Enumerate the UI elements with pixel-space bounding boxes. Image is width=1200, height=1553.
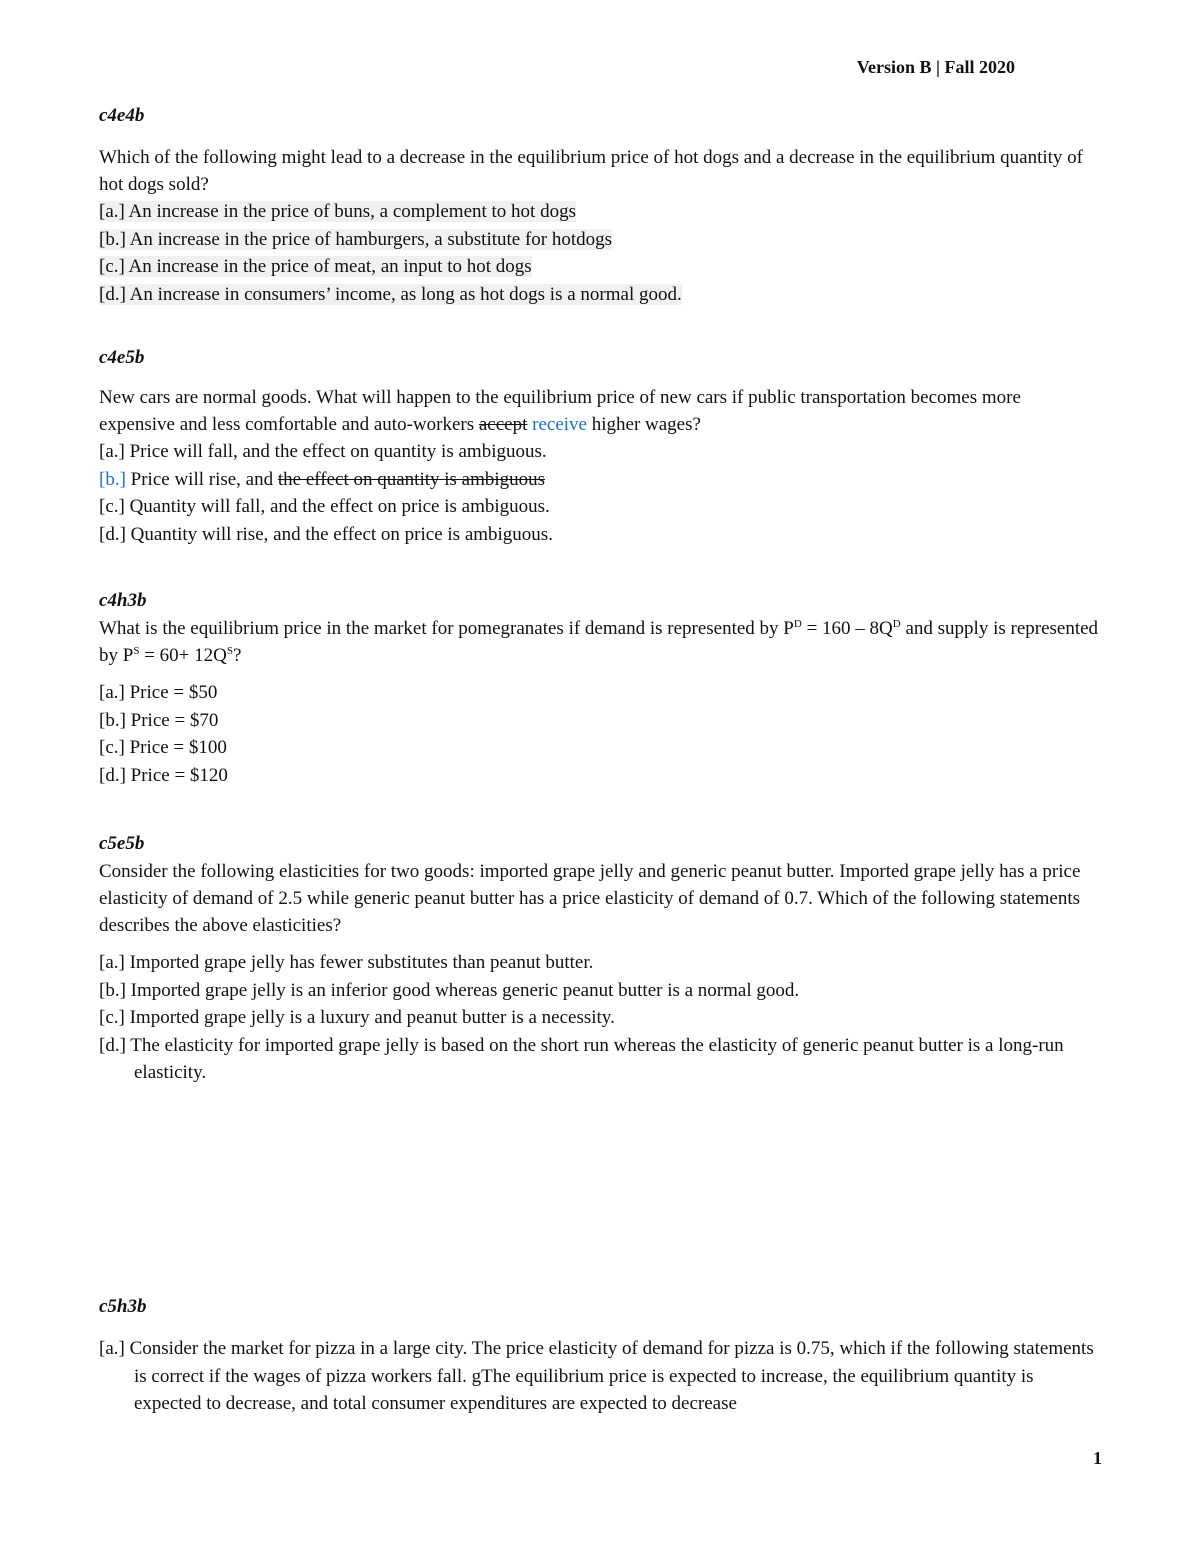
- question-stem: Which of the following might lead to a decrease in the equilibrium price of hot dogs and a decrease in the equilibrium quantity of hot dogs sold?: [99, 147, 1084, 195]
- option-a: [a.] Consider the market for pizza in a large city. The price elasticity of demand for pizza is 0.75, which if the following statements is correct if the wages of pizza workers fall. gThe equilibrium price is expected to increase, the equilibrium quantity is expected to decrease, and total consumer expenditures are expected to decrease: [99, 1338, 1094, 1414]
- deleted-text: the effect on quantity is ambiguous: [277, 468, 546, 490]
- question-c5e5b: [99, 832, 1099, 1087]
- question-code: c4e4b: [99, 105, 145, 126]
- option-d: [d.] An increase in consumers’ income, as long as hot dogs is a normal good.: [99, 283, 682, 305]
- option-d: [d.] Price = $120: [99, 764, 228, 786]
- option-d: [d.] The elasticity for imported grape jelly is based on the short run whereas the elasticity of generic peanut butter is a long-run elasticity.: [99, 1034, 1064, 1083]
- option-a: [a.] Imported grape jelly has fewer substitutes than peanut butter.: [99, 952, 594, 973]
- option-b: [b.] Imported grape jelly is an inferior good whereas generic peanut butter is a normal good.: [99, 979, 800, 1001]
- deleted-text: accept: [478, 414, 528, 435]
- question-stem: What is the equilibrium price in the market for pomegranates if demand is represented by $P^D = 160 - 8Q^D$ and supply is represented by $P^S = 60+ 12Q^S$?: [99, 618, 1099, 666]
- question-stem: New cars are normal goods. What will happen to the equilibrium price of new cars if public transportation becomes more expensive and less comfortable and auto-workers accept receive higher wages?: [99, 387, 1021, 435]
- option-b: [b.] An increase in the price of hamburgers, a substitute for hotdogs: [99, 228, 613, 250]
- option-a: [a.] Price will fall, and the effect on quantity is ambiguous.: [99, 441, 547, 462]
- option-c: [c.] Price = $100: [99, 737, 227, 758]
- page-header: Version B | Fall 2020: [856, 57, 1015, 77]
- question-c4e5b: [99, 346, 1099, 548]
- inserted-text: receive: [532, 414, 587, 435]
- option-a: [a.] Price = $50: [99, 682, 218, 703]
- option-c: [c.] An increase in the price of meat, an input to hot dogs: [99, 256, 532, 277]
- question-c5h3b: [99, 1295, 1099, 1418]
- option-c: [c.] Quantity will fall, and the effect on price is ambiguous.: [99, 496, 550, 517]
- question-code: c4h3b: [99, 590, 147, 611]
- option-d: [d.] Quantity will rise, and the effect on price is ambiguous.: [99, 523, 553, 545]
- question-stem: Consider the following elasticities for two goods: imported grape jelly and generic peanut butter. Imported grape jelly has a price elasticity of demand of 2.5 while generic peanut butter has a price elasticity of demand of 0.7. Which of the following statements describes the above elasticities?: [99, 861, 1081, 936]
- option-c: [c.] Imported grape jelly is a luxury and peanut butter is a necessity.: [99, 1007, 615, 1028]
- question-c4e4b: [99, 104, 1099, 308]
- question-code: c5h3b: [99, 1296, 147, 1317]
- page-number: 1: [1093, 1448, 1102, 1468]
- question-code: c5e5b: [99, 833, 145, 854]
- option-b: [b.] Price will rise, and the effect on quantity is ambiguous: [99, 468, 546, 490]
- option-a: [a.] An increase in the price of buns, a complement to hot dogs: [99, 201, 576, 222]
- option-marker: [b.]: [99, 468, 126, 490]
- question-c4h3b: [99, 589, 1099, 789]
- question-code: c4e5b: [99, 347, 145, 368]
- option-b: [b.] Price = $70: [99, 709, 219, 731]
